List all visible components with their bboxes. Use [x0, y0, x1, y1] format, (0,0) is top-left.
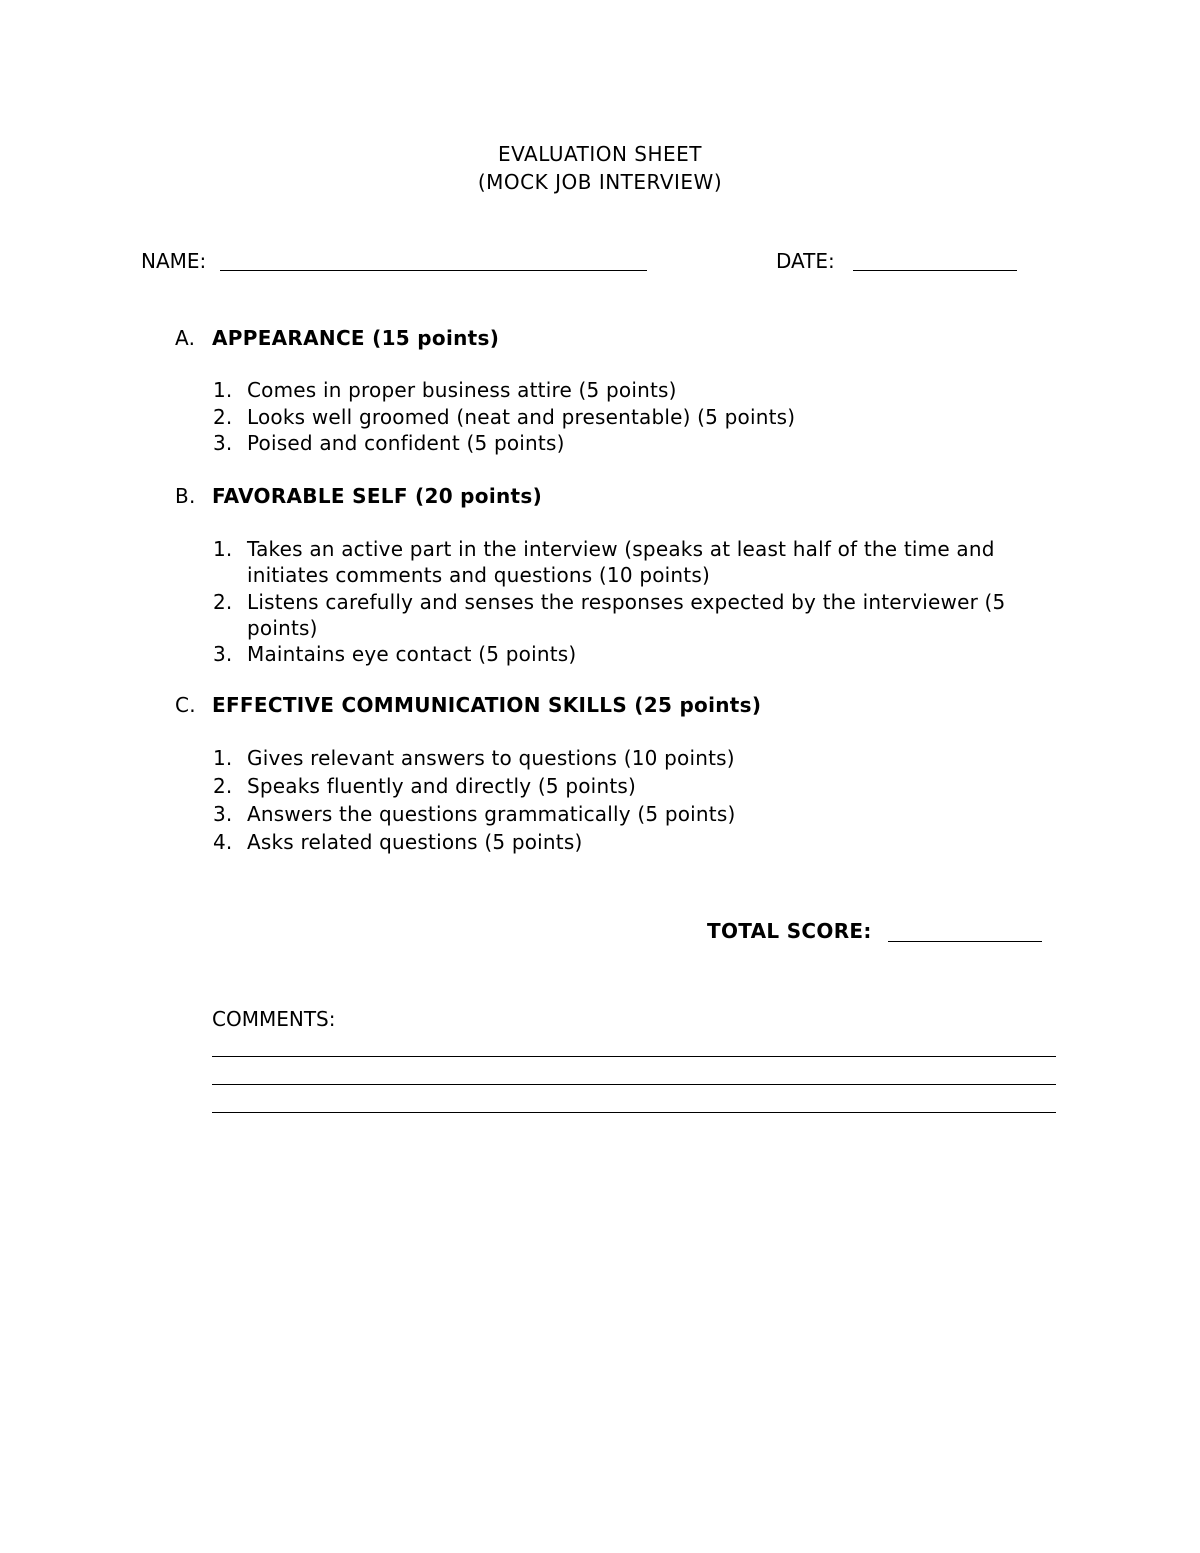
- item-text: Comes in proper business attire (5 points): [247, 378, 677, 402]
- item-number: 1.: [213, 537, 233, 561]
- document-title: EVALUATION SHEET: [497, 142, 703, 166]
- date-label: DATE:: [776, 249, 835, 273]
- item-text: Asks related questions (5 points): [247, 830, 583, 854]
- total-score-label: TOTAL SCORE:: [707, 919, 872, 943]
- section-letter: C.: [175, 693, 196, 717]
- comments-label: COMMENTS:: [212, 1007, 336, 1031]
- item-number: 3.: [213, 431, 233, 455]
- section-letter: A.: [175, 326, 196, 350]
- document-subtitle: (MOCK JOB INTERVIEW): [477, 170, 723, 194]
- item-text: Answers the questions grammatically (5 points): [247, 802, 736, 826]
- comment-line[interactable]: [212, 1056, 1056, 1057]
- item-text: Maintains eye contact (5 points): [247, 642, 577, 666]
- section-heading: EFFECTIVE COMMUNICATION SKILLS (25 points): [212, 693, 762, 717]
- section-heading: FAVORABLE SELF (20 points): [212, 484, 543, 508]
- comment-line[interactable]: [212, 1084, 1056, 1085]
- item-number: 2.: [213, 774, 233, 798]
- section-heading: APPEARANCE (15 points): [212, 326, 500, 350]
- item-number: 1.: [213, 378, 233, 402]
- date-field-line[interactable]: [853, 270, 1017, 271]
- item-text: Looks well groomed (neat and presentable) (5 points): [247, 405, 796, 429]
- total-score-field-line[interactable]: [888, 941, 1042, 942]
- item-text: Listens carefully and senses the responses expected by the interviewer (5 points): [247, 590, 1006, 640]
- item-text: Speaks fluently and directly (5 points): [247, 774, 636, 798]
- item-text: Poised and confident (5 points): [247, 431, 565, 455]
- comment-line[interactable]: [212, 1112, 1056, 1113]
- item-text: Gives relevant answers to questions (10 points): [247, 746, 735, 770]
- item-number: 3.: [213, 802, 233, 826]
- item-number: 2.: [213, 405, 233, 429]
- item-text: Takes an active part in the interview (speaks at least half of the time and initiates comments and questions (10 points): [247, 537, 995, 587]
- item-number: 4.: [213, 830, 233, 854]
- name-label: NAME:: [141, 249, 207, 273]
- name-field-line[interactable]: [220, 270, 647, 271]
- item-number: 3.: [213, 642, 233, 666]
- section-letter: B.: [175, 484, 196, 508]
- item-number: 2.: [213, 590, 233, 614]
- item-number: 1.: [213, 746, 233, 770]
